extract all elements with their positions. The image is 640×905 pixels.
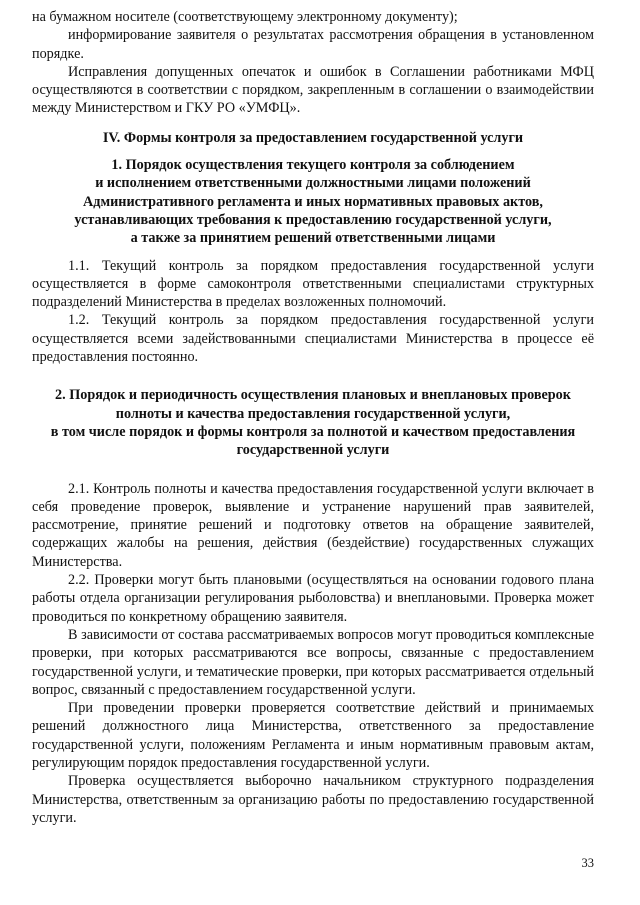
subsection-title-line: Административного регламента и иных нормативных правовых актов,: [83, 193, 543, 210]
paragraph-2-1: 2.1. Контроль полноты и качества предоставления государственной услуги включает в себя проведение проверок, выявление и устранение нарушений прав заявителей, рассмотрение, принятие решений и подготовку ответов на обращение заявителей, содержащих жалобы на решения, действия (бездействие) государственных служащих Министерства.: [32, 480, 594, 570]
intro-paragraph-inform: информирование заявителя о результатах рассмотрения обращения в установленном порядке.: [32, 27, 594, 62]
subsection-1-title: [32, 156, 594, 247]
section-title: IV. Формы контроля за предоставлением государственной услуги: [102, 129, 524, 146]
paragraph-1-1: 1.1. Текущий контроль за порядком предоставления государственной услуги осуществляется в форме самоконтроля ответственными специалистами структурных подразделений Министерства в пределах возложенных полномочий.: [32, 257, 594, 311]
intro-paragraph-corrections: Исправления допущенных опечаток и ошибок в Соглашении работниками МФЦ осуществляются в соответствии с порядком, закрепленным в соглашении о взаимодействии между Министерством и ГКУ РО «УМФЦ».: [32, 63, 594, 117]
subsection-title-line: а также за принятием решений ответственными лицами: [130, 230, 496, 247]
subsection-title-line: устанавливающих требования к предоставлению государственной услуги,: [74, 211, 552, 228]
subsection-title-line: и исполнением ответственными должностными лицами положений: [95, 175, 531, 192]
subsection-title-line: полноты и качества предоставления государственной услуги,: [115, 405, 511, 422]
subsection-title-line: государственной услуги: [236, 442, 390, 459]
subsection-title-line: 1. Порядок осуществления текущего контроля за соблюдением: [111, 157, 515, 174]
paragraph-1-2: 1.2. Текущий контроль за порядком предоставления государственной услуги осуществляется всеми задействованными специалистами Министерства в процессе её предоставления постоянно.: [32, 312, 594, 366]
subsection-2-title: [32, 386, 594, 459]
paragraph-2-5: Проверка осуществляется выборочно начальником структурного подразделения Министерства, ответственным за организацию работы по предоставлению государственной услуги.: [32, 773, 594, 826]
paragraph-2-3: В зависимости от состава рассматриваемых вопросов могут проводиться комплексные проверки, при которых рассматриваются все вопросы, связанные с предоставлением государственной услуги, и тематические проверки, при которых рассматривается отдельный вопрос, связанный с предоставлением государственной услуги.: [32, 626, 594, 698]
subsection-title-line: 2. Порядок и периодичность осуществления плановых и внеплановых проверок: [55, 387, 571, 404]
paragraph-2-2: 2.2. Проверки могут быть плановыми (осуществляться на основании годового плана работы отдела организации регулирования рыболовства) и внеплановыми. Проверка может проводиться по конкретному обращению заявителя.: [32, 572, 594, 625]
document-page: [32, 8, 594, 827]
intro-line: на бумажном носителе (соответствующему электронному документу);: [32, 9, 458, 25]
page-number: 33: [581, 856, 594, 870]
subsection-title-line: в том числе порядок и формы контроля за полнотой и качеством предоставления: [50, 423, 576, 440]
paragraph-2-4: При проведении проверки проверяется соответствие действий и принимаемых решений должностного лица Министерства, ответственного за предоставление государственной услуги, положениям Регламента и иным нормативным правовым актам, регулирующим порядок предоставления государственной услуги.: [32, 700, 594, 771]
